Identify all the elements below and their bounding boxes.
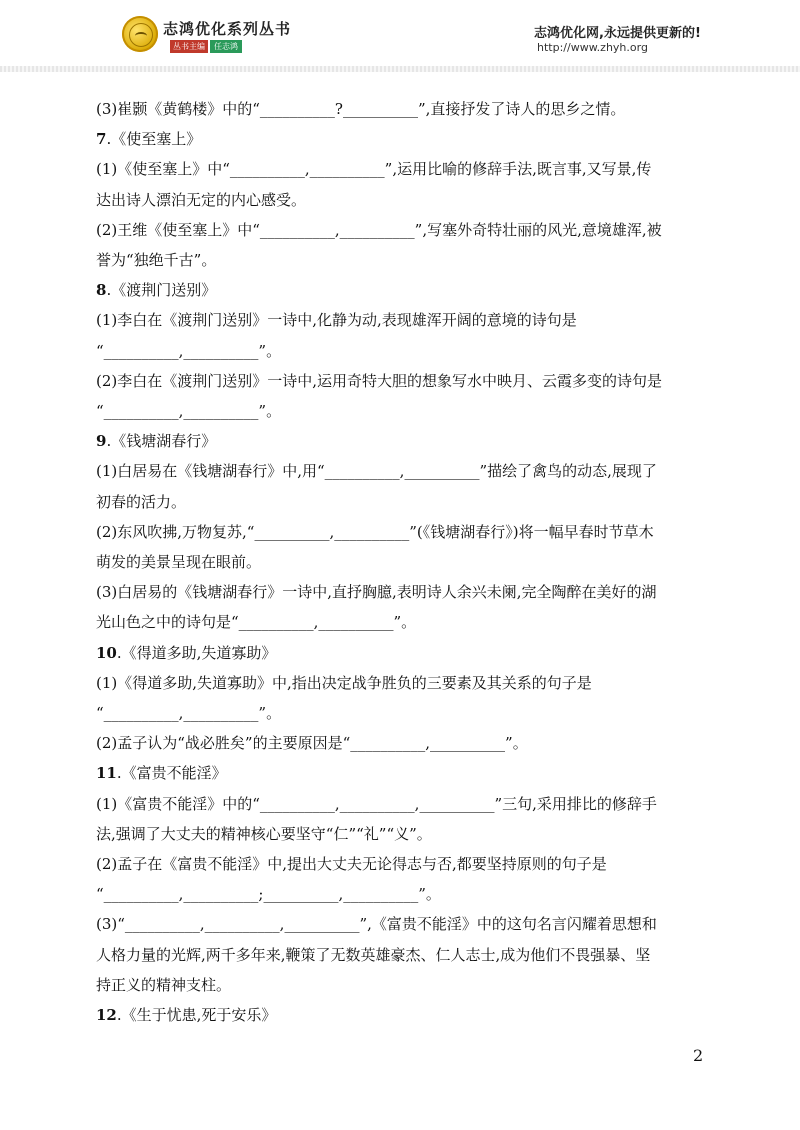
question-line: 初春的活力。 — [96, 492, 187, 511]
question-line: 法,强调了大丈夫的精神核心要坚守“仁”“礼”“义”。 — [96, 824, 432, 843]
section-title: .《富贵不能淫》 — [116, 764, 227, 783]
question-line: 誉为“独绝千古”。 — [96, 251, 217, 270]
question-line: (2)李白在《渡荆门送别》一诗中,运用奇特大胆的想象写水中映月、云霞多变的诗句是 — [96, 371, 663, 390]
editor-credit — [170, 40, 242, 53]
section-title: .《钱塘湖春行》 — [106, 432, 217, 451]
editor-label: 丛书主编 — [170, 40, 208, 53]
page-number: 2 — [693, 1046, 704, 1065]
question-line: (2)孟子在《富贵不能淫》中,提出大丈夫无论得志与否,都要坚持原则的句子是 — [96, 855, 607, 874]
question-line: 达出诗人漂泊无定的内心感受。 — [96, 190, 307, 209]
section-number: 10 — [96, 643, 117, 662]
section-title: .《渡荆门送别》 — [106, 281, 217, 300]
question-line: (2)孟子认为“战必胜矣”的主要原因是“__________,__________”。 — [96, 734, 528, 753]
question-line: (2)王维《使至塞上》中“__________,__________”,写塞外奇特壮丽的风光,意境雄浑,被 — [96, 220, 662, 239]
question-line: (1)《富贵不能淫》中的“__________,__________,__________”三句,采用排比的修辞手 — [96, 794, 657, 813]
question-line: (2)东风吹拂,万物复苏,“__________,__________”(《钱塘湖春行》)将一幅早春时节草木 — [96, 522, 654, 541]
question-line: 人格力量的光辉,两千多年来,鞭策了无数英雄豪杰、仁人志士,成为他们不畏强暴、坚 — [96, 945, 651, 964]
question-line: 萌发的美景呈现在眼前。 — [96, 553, 262, 572]
question-line: “__________,__________”。 — [96, 704, 282, 723]
section-heading — [96, 638, 708, 668]
section-title: .《使至塞上》 — [106, 130, 202, 149]
editor-name: 任志鸿 — [210, 40, 242, 53]
section-heading — [96, 758, 708, 788]
section-heading — [96, 1000, 708, 1030]
question-line: (3)“__________,__________,__________”,《富贵不能淫》中的这句名言闪耀着思想和 — [96, 915, 657, 934]
section-heading — [96, 124, 708, 154]
section-number: 11 — [96, 764, 117, 783]
section-title: .《得道多助,失道寡助》 — [116, 643, 277, 662]
page-header — [0, 0, 800, 76]
section-heading — [96, 426, 708, 456]
question-line: “__________,__________”。 — [96, 341, 282, 360]
question-line: “__________,__________”。 — [96, 402, 282, 421]
site-url[interactable]: http://www.zhyh.org — [537, 41, 648, 54]
section-number: 9 — [96, 432, 107, 451]
header-divider — [0, 66, 800, 72]
publisher-logo-icon — [122, 16, 158, 52]
section-heading — [96, 275, 708, 305]
question-line: (1)白居易在《钱塘湖春行》中,用“__________,__________”描绘了禽鸟的动态,展现了 — [96, 462, 657, 481]
site-slogan: 志鸿优化网,永远提供更新的! — [534, 26, 701, 41]
question-line: (1)《得道多助,失道寡助》中,指出决定战争胜负的三要素及其关系的句子是 — [96, 673, 592, 692]
section-title: .《生于忧患,死于安乐》 — [116, 1006, 277, 1025]
question-line: (1)李白在《渡荆门送别》一诗中,化静为动,表现雄浑开阔的意境的诗句是 — [96, 311, 577, 330]
section-number: 7 — [96, 130, 107, 149]
section-number: 12 — [96, 1006, 117, 1025]
question-line: (3)白居易的《钱塘湖春行》一诗中,直抒胸臆,表明诗人余兴未阑,完全陶醉在美好的湖 — [96, 583, 657, 602]
question-line: 持正义的精神支柱。 — [96, 975, 232, 994]
question-line: “__________,__________;__________,__________”。 — [96, 885, 441, 904]
question-line: (1)《使至塞上》中“__________,__________”,运用比喻的修辞手法,既言事,又写景,传 — [96, 160, 652, 179]
series-title: 志鸿优化系列丛书 — [163, 20, 292, 38]
document-body — [96, 94, 708, 1030]
question-line: (3)崔颢《黄鹤楼》中的“__________?__________”,直接抒发了诗人的思乡之情。 — [96, 100, 626, 118]
section-number: 8 — [96, 281, 107, 300]
question-line: 光山色之中的诗句是“__________,__________”。 — [96, 613, 417, 632]
